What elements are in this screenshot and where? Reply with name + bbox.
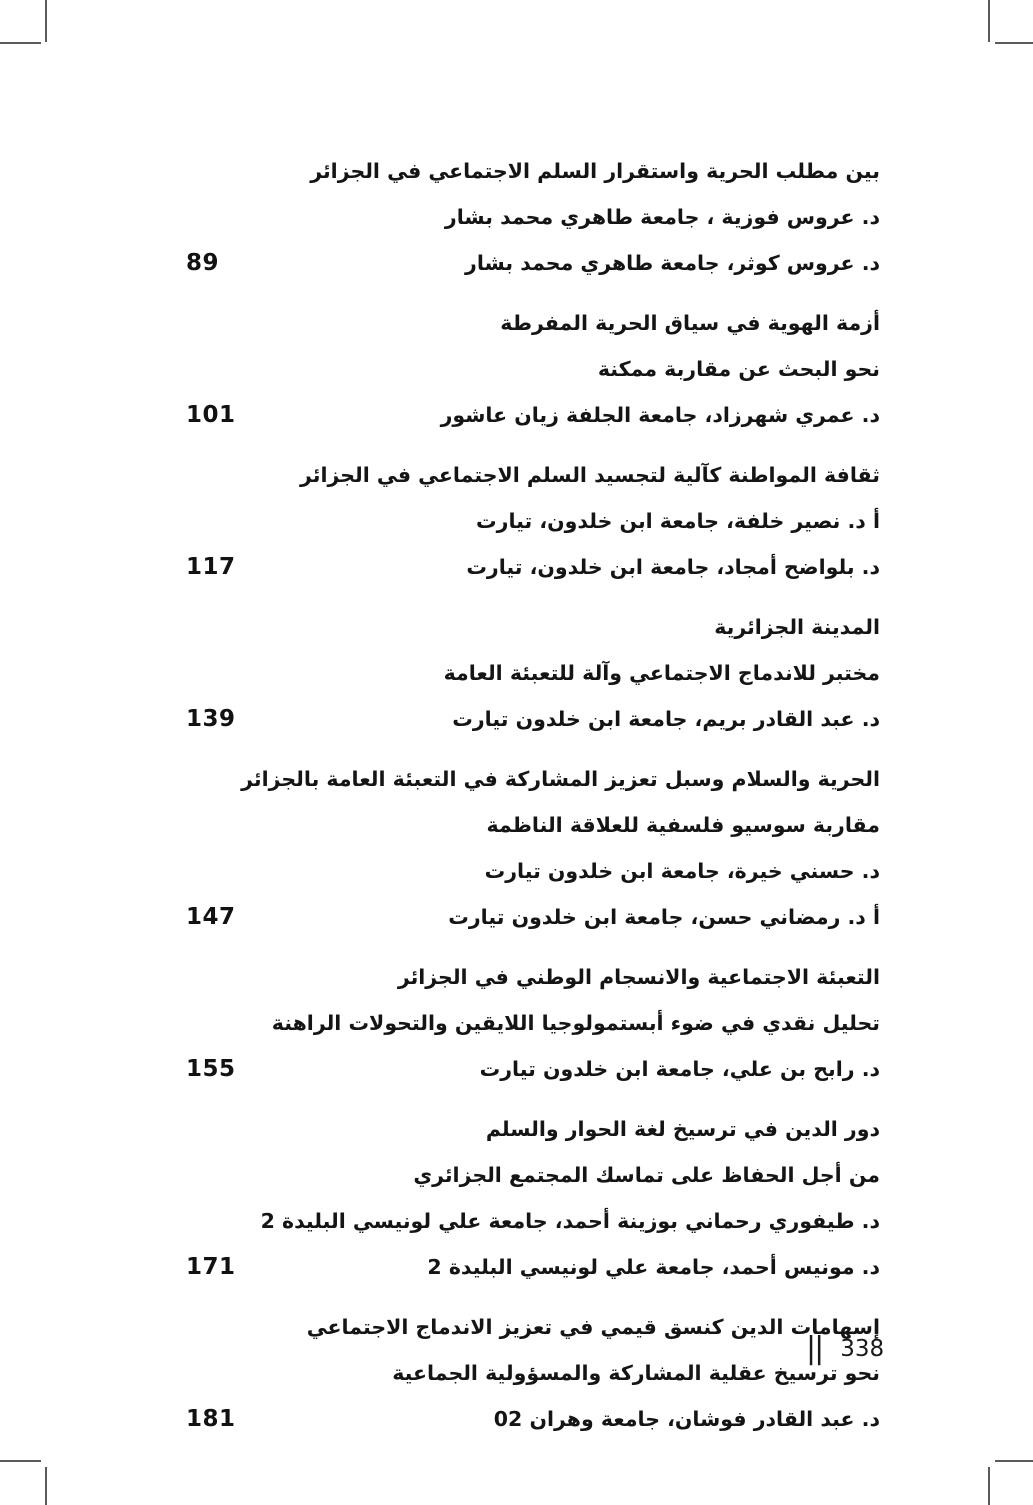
crop-mark-bottom-right-horizontal xyxy=(995,1460,1033,1462)
toc-entry-title xyxy=(186,604,880,650)
toc-entry[interactable] xyxy=(186,300,880,438)
toc-line-text: من أجل الحفاظ على تماسك المجتمع الجزائري xyxy=(413,1163,880,1187)
toc-line-text: مقاربة سوسيو فلسفية للعلاقة الناظمة xyxy=(486,813,880,837)
toc-entry[interactable] xyxy=(186,756,880,940)
toc-line-text: د. عبد القادر فوشان، جامعة وهران 02 xyxy=(493,1407,880,1431)
toc-entry[interactable] xyxy=(186,1106,880,1290)
toc-entry-subline xyxy=(186,1046,880,1092)
toc-entry-title xyxy=(186,300,880,346)
toc-entry-page-number[interactable]: 101 xyxy=(186,402,236,428)
toc-line-text: المدينة الجزائرية xyxy=(714,615,880,639)
crop-mark-top-left-horizontal xyxy=(0,42,41,44)
toc-line-text: نحو ترسيخ عقلية المشاركة والمسؤولية الجماعية xyxy=(392,1361,880,1385)
toc-entry-subline xyxy=(186,696,880,742)
toc-entry[interactable] xyxy=(186,604,880,742)
toc-entry-title xyxy=(186,148,880,194)
toc-entry-subline xyxy=(186,1244,880,1290)
toc-line-text: بين مطلب الحرية واستقرار السلم الاجتماعي في الجزائر xyxy=(310,159,880,183)
toc-entry-page-number[interactable]: 89 xyxy=(186,250,220,276)
page-footer xyxy=(0,1331,1033,1374)
toc-line-text: التعبئة الاجتماعية والانسجام الوطني في الجزائر xyxy=(397,965,880,989)
toc-entry-subline xyxy=(186,1152,880,1198)
toc-entry-subline xyxy=(186,1000,880,1046)
toc-line-text: أ د. رمضاني حسن، جامعة ابن خلدون تيارت xyxy=(448,905,880,929)
toc-entry-subline xyxy=(186,650,880,696)
toc-line-text: الحرية والسلام وسبل تعزيز المشاركة في التعبئة العامة بالجزائر xyxy=(241,767,880,791)
toc-line-text: تحليل نقدي في ضوء أبستمولوجيا اللايقين والتحولات الراهنة xyxy=(271,1011,880,1035)
toc-entry-subline xyxy=(186,498,880,544)
footer-inner xyxy=(806,1331,885,1366)
crop-mark-bottom-left-vertical xyxy=(45,1467,47,1505)
double-bar-icon: || xyxy=(806,1331,823,1366)
toc-entry-subline xyxy=(186,1396,880,1442)
crop-mark-top-right-vertical xyxy=(988,0,990,42)
toc-line-text: أ د. نصير خلفة، جامعة ابن خلدون، تيارت xyxy=(476,509,880,533)
toc-line-text: نحو البحث عن مقاربة ممكنة xyxy=(597,357,880,381)
toc-entry-subline xyxy=(186,848,880,894)
toc-line-text: د. عبد القادر بريم، جامعة ابن خلدون تيارت xyxy=(452,707,880,731)
toc-entry-page-number[interactable]: 181 xyxy=(186,1406,236,1432)
toc-entry-title xyxy=(186,1106,880,1152)
toc-line-text: د. رابح بن علي، جامعة ابن خلدون تيارت xyxy=(479,1057,880,1081)
toc-line-text: مختبر للاندماج الاجتماعي وآلة للتعبئة العامة xyxy=(443,661,880,685)
toc-entry-subline xyxy=(186,802,880,848)
toc-line-text: د. بلواضح أمجاد، جامعة ابن خلدون، تيارت xyxy=(466,555,880,579)
toc-line-text: دور الدين في ترسيخ لغة الحوار والسلم xyxy=(485,1117,880,1141)
toc-entry-title xyxy=(186,954,880,1000)
toc-entry-title xyxy=(186,756,880,802)
toc-entry-page-number[interactable]: 171 xyxy=(186,1254,236,1280)
toc-entry-subline xyxy=(186,894,880,940)
crop-mark-bottom-right-vertical xyxy=(988,1467,990,1505)
toc-entry[interactable] xyxy=(186,148,880,286)
crop-mark-bottom-left-horizontal xyxy=(0,1460,41,1462)
page-number: 338 xyxy=(840,1335,885,1362)
crop-mark-top-right-horizontal xyxy=(995,42,1033,44)
toc-entry-subline xyxy=(186,392,880,438)
toc-entry-subline xyxy=(186,194,880,240)
toc-entry-title xyxy=(186,452,880,498)
toc-entry-subline xyxy=(186,544,880,590)
toc-line-text: ثقافة المواطنة كآلية لتجسيد السلم الاجتماعي في الجزائر xyxy=(300,463,880,487)
toc-entry[interactable] xyxy=(186,954,880,1092)
toc-entry-page-number[interactable]: 155 xyxy=(186,1056,236,1082)
toc-entry-subline xyxy=(186,240,880,286)
toc-entry-page-number[interactable]: 147 xyxy=(186,904,236,930)
toc-entry-subline xyxy=(186,346,880,392)
toc-entry-page-number[interactable]: 117 xyxy=(186,554,236,580)
toc-line-text: د. حسني خيرة، جامعة ابن خلدون تيارت xyxy=(484,859,880,883)
toc-entry-page-number[interactable]: 139 xyxy=(186,706,236,732)
toc-line-text: د. عمري شهرزاد، جامعة الجلفة زيان عاشور xyxy=(440,403,880,427)
crop-mark-top-left-vertical xyxy=(45,0,47,42)
table-of-contents xyxy=(186,148,880,1456)
toc-line-text: أزمة الهوية في سياق الحرية المفرطة xyxy=(500,311,880,335)
toc-line-text: د. مونيس أحمد، جامعة علي لونيسي البليدة 2 xyxy=(427,1255,880,1279)
toc-line-text: د. طيفوري رحماني بوزينة أحمد، جامعة علي لونيسي البليدة 2 xyxy=(260,1209,880,1233)
toc-line-text: إسهامات الدين كنسق قيمي في تعزيز الاندماج الاجتماعي xyxy=(306,1315,880,1339)
toc-line-text: د. عروس فوزية ، جامعة طاهري محمد بشار xyxy=(444,205,880,229)
toc-entry-subline xyxy=(186,1198,880,1244)
toc-line-text: د. عروس كوثر، جامعة طاهري محمد بشار xyxy=(465,251,880,275)
toc-entry[interactable] xyxy=(186,452,880,590)
